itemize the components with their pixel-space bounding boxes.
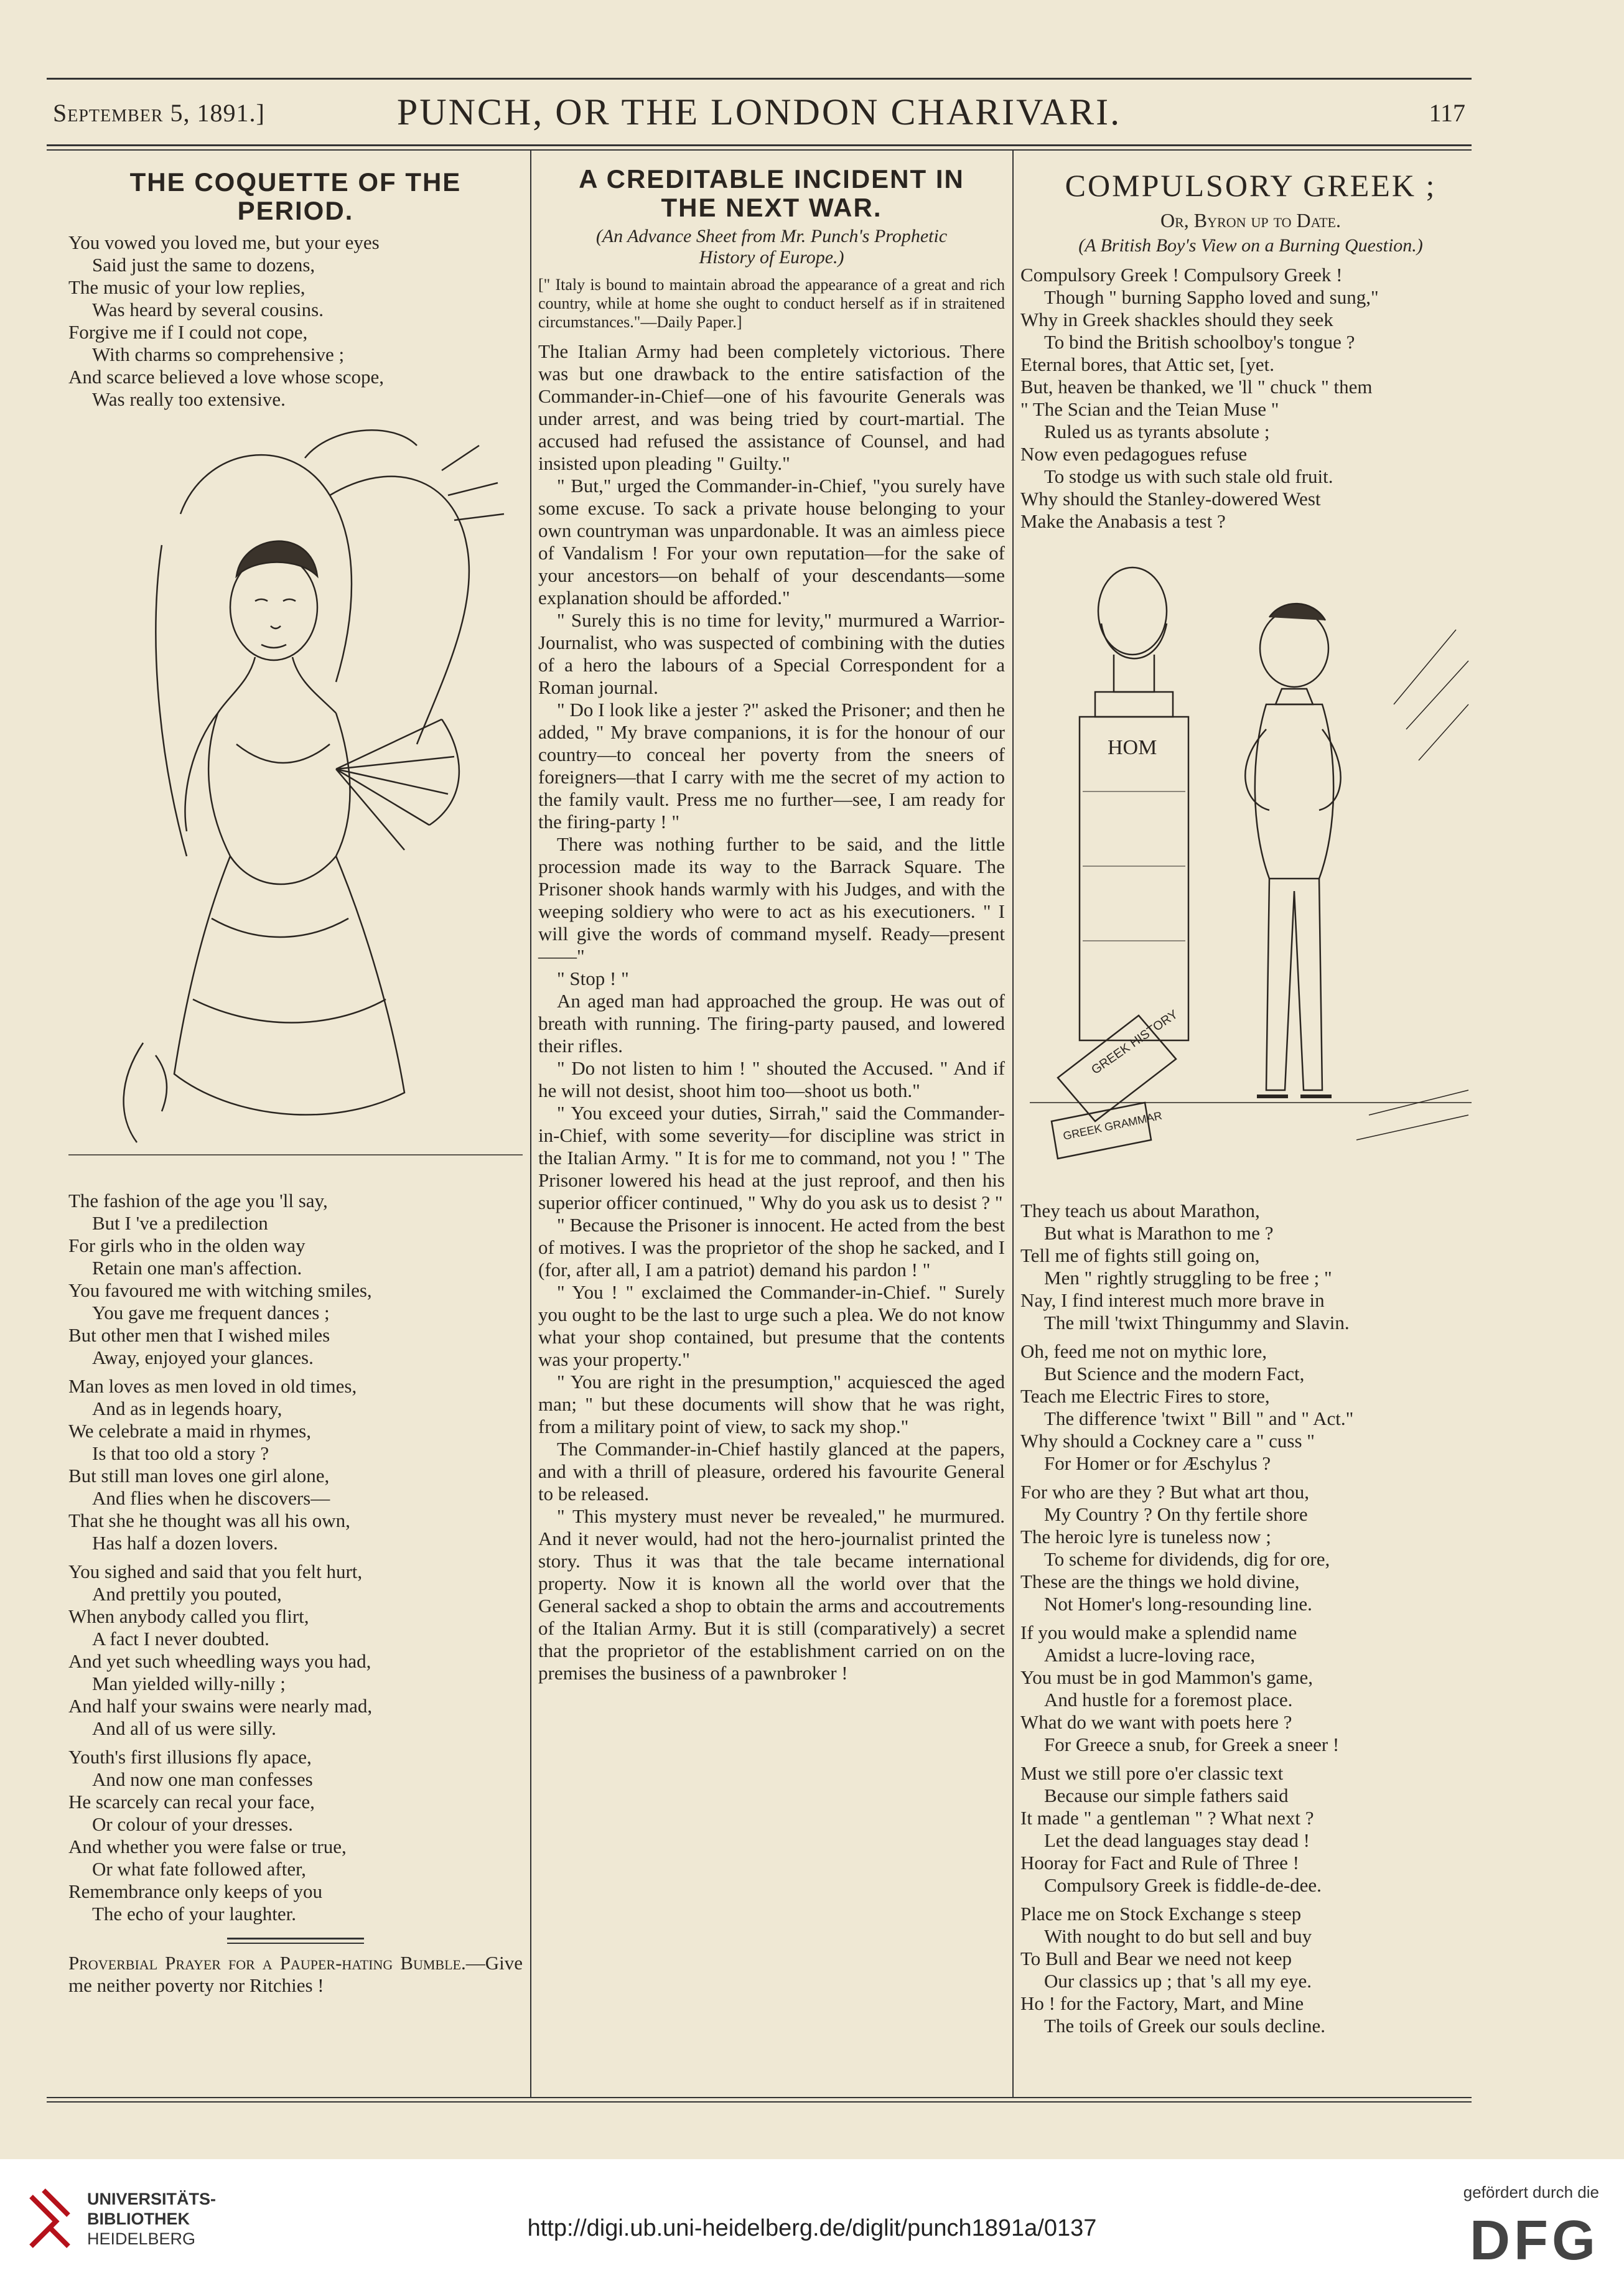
poem-line: You vowed you loved me, but your eyes (68, 231, 380, 253)
article-paragraph: " Stop ! " (557, 968, 629, 989)
library-line3: HEIDELBERG (87, 2229, 196, 2248)
poem-line: And as in legends hoary, (92, 1398, 282, 1419)
article-paragraph: " You exceed your duties, Sirrah," said the Commander-in-Chief, with some severity—for discipline was strict in the Italian Army. " It is for me to command, not you ! " The Prisoner lowered his head at the just reproof, and then his superior officer continued, " Why do you ask us to desist ? " (538, 1102, 1005, 1213)
poem-line: They teach us about Marathon, (1020, 1200, 1260, 1221)
poem-stanza (68, 1190, 523, 1369)
poem-line: Retain one man's affection. (92, 1257, 302, 1279)
poem-line: Was heard by several cousins. (92, 299, 324, 320)
poem-line: But, heaven be thanked, we 'll " chuck " them (1020, 376, 1373, 398)
poem-line: And all of us were silly. (92, 1717, 276, 1739)
poem-line: The fashion of the age you 'll say, (68, 1190, 328, 1211)
poem-line: Not Homer's long-resounding line. (1044, 1593, 1312, 1615)
poem-line: Men " rightly struggling to be free ; " (1044, 1267, 1332, 1289)
poem-line: A fact I never doubted. (92, 1628, 269, 1650)
poem-line: To bind the British schoolboy's tongue ? (1044, 331, 1355, 353)
poem-line: Compulsory Greek is fiddle-de-dee. (1044, 1874, 1322, 1896)
poem-line: That she he thought was all his own, (68, 1510, 350, 1531)
poem-line: Eternal bores, that Attic set, [yet. (1020, 353, 1275, 375)
prayer-text: —Give me neither poverty nor Ritchies ! (68, 1952, 523, 1996)
poem-line: But other men that I wished miles (68, 1324, 330, 1346)
poem-line: Or colour of your dresses. (92, 1813, 293, 1835)
poem-line: And hustle for a foremost place. (1044, 1689, 1293, 1711)
poem-line: And prettily you pouted, (92, 1583, 282, 1605)
greek-history-book-label: GREEK HISTORY (1089, 1007, 1181, 1078)
article-paragraph: " Do not listen to him ! " shouted the Accused. " And if he will not desist, shoot him too—shoot us both." (538, 1057, 1005, 1101)
poem-line: Remembrance only keeps of you (68, 1880, 323, 1902)
article-paragraph: An aged man had approached the group. He was out of breath with running. The firing-party paused, and lowered their rifles. (538, 990, 1005, 1057)
article-paragraph: There was nothing further to be said, and the little procession made its way to the Barrack Square. The Prisoner shook hands warmly with his Judges, and with the weeping soldiery who were to act as his executioners. " I will give the words of command myself. Ready—present——" (538, 833, 1005, 967)
bottom-rule (47, 2097, 1472, 2098)
poem-subtitle-greek: Or, Byron up to Date. (1160, 209, 1341, 231)
poem-line: But still man loves one girl alone, (68, 1465, 330, 1487)
article-body (538, 340, 1005, 1684)
poem-subsubtitle-greek: (A British Boy's View on a Burning Question.) (1078, 235, 1423, 256)
article-paragraph: " You ! " exclaimed the Commander-in-Chief. " Surely you ought to be the last to urge such a plea. We do not know what your shop contained, but presume that the contents was your property." (538, 1281, 1005, 1370)
poem-stanza (68, 1561, 523, 1740)
article-title-line2: THE NEXT WAR. (661, 193, 882, 222)
column-creditable-incident (538, 165, 1005, 1684)
greek-drawing (1020, 543, 1481, 1190)
poem-line: Said just the same to dozens, (92, 254, 315, 276)
poem-line: When anybody called you flirt, (68, 1605, 309, 1627)
column-divider-1 (530, 149, 531, 2097)
poem-line: Must we still pore o'er classic text (1020, 1762, 1284, 1784)
poem-line: Away, enjoyed your glances. (92, 1347, 314, 1368)
article-paragraph: " Do I look like a jester ?" asked the Prisoner; and then he added, " My brave companions, it is for the honour of our country—to conceal her poverty from the sneers of foreigners—that I carry with me the secret of my action to the family vault. Press me no further—see, I am ready for the firing-party ! " (538, 699, 1005, 833)
poem-line: It made " a gentleman " ? What next ? (1020, 1807, 1314, 1829)
greek-illustration (1020, 543, 1481, 1190)
article-paragraph: " Surely this is no time for levity," murmured a Warrior-Journalist, who was suspected of combining with the duties of a hero the labours of a Special Correspondent for a Roman journal. (538, 609, 1005, 698)
poem-continuation (68, 1190, 523, 1925)
poem-line: We celebrate a maid in rhymes, (68, 1420, 311, 1442)
masthead-rule (47, 144, 1472, 146)
poem-line: The music of your low replies, (68, 276, 306, 298)
poem-line: To stodge us with such stale old fruit. (1044, 465, 1333, 487)
article-paragraph: " This mystery must never be revealed," he murmured. And it never would, had not the hero-journalist printed the story. Thus it was that the tale became international property. Now it is known all the world over that the General sacked a shop to obtain the arms and accoutrements of the Italian Army. But it is still (comparatively) a secret that the proprietor of the establishment carried on on the premises the business of a pawnbroker ! (538, 1505, 1005, 1684)
poem-line: He scarcely can recal your face, (68, 1791, 315, 1813)
poem-line: The echo of your laughter. (92, 1903, 296, 1925)
article-paragraph: " Because the Prisoner is innocent. He acted from the best of motives. I was the proprietor of the shop he sacked, and I (for, after all, I am a patriot) demand his pardon ! " (538, 1214, 1005, 1281)
poem-line: Amidst a lucre-loving race, (1044, 1644, 1256, 1666)
poem-line: Hooray for Fact and Rule of Three ! (1020, 1852, 1299, 1874)
poem-line: The toils of Greek our souls decline. (1044, 2015, 1325, 2037)
column-coquette (68, 168, 523, 1997)
poem-stanza (1020, 1200, 1481, 1334)
poem-line: Tell me of fights still going on, (1020, 1244, 1260, 1266)
poem-line: " The Scian and the Teian Muse " (1020, 398, 1279, 420)
poem-line: Ruled us as tyrants absolute ; (1044, 421, 1270, 442)
poem-line: Though " burning Sappho loved and sung," (1044, 286, 1379, 308)
library-line1: UNIVERSITÄTS- (87, 2190, 217, 2208)
poem-line: You favoured me with witching smiles, (68, 1279, 372, 1301)
poem-line: Forgive me if I could not cope, (68, 321, 308, 343)
poem-line: Compulsory Greek ! Compulsory Greek ! (1020, 264, 1343, 286)
poem-line: Let the dead languages stay dead ! (1044, 1829, 1310, 1851)
poem-line: If you would make a splendid name (1020, 1622, 1297, 1643)
poem-title-greek: COMPULSORY GREEK ; (1065, 168, 1437, 203)
poem-line: Man yielded willy-nilly ; (92, 1673, 286, 1694)
poem-stanza (1020, 1622, 1481, 1756)
poem-line: Our classics up ; that 's all my eye. (1044, 1970, 1312, 1992)
article-epigraph: [" Italy is bound to maintain abroad the appearance of a great and rich country, while at home she ought to conduct herself as if in straitened circumstances."—Daily Paper.] (538, 276, 1005, 331)
masthead (47, 87, 1472, 146)
article-paragraph: The Italian Army had been completely victorious. There was but one drawback to the entire satisfaction of the Commander-in-Chief—one of his favourite Generals was under arrest, and was being tried by court-martial. The accused had refused the assistance of Counsel, and had insisted upon pleading " Guilty." (538, 340, 1005, 474)
poem-line: The mill 'twixt Thingummy and Slavin. (1044, 1312, 1350, 1333)
article-paragraph: The Commander-in-Chief hastily glanced at the papers, and with a thrill of pleasure, ordered his favourite General to be released. (538, 1438, 1005, 1505)
poem-line: For girls who in the olden way (68, 1235, 306, 1256)
funding-note: gefördert durch die (1463, 2183, 1599, 2201)
coquette-drawing (68, 421, 523, 1180)
poem-line: To scheme for dividends, dig for ore, (1044, 1548, 1330, 1570)
digitization-footer (0, 2159, 1624, 2278)
bust-pedestal-label: HOM (1108, 736, 1157, 759)
top-border (47, 78, 1472, 80)
poem-line: With charms so comprehensive ; (92, 343, 345, 365)
poem-line: But what is Marathon to me ? (1044, 1222, 1274, 1244)
coquette-illustration (68, 421, 523, 1180)
poem-line: Has half a dozen lovers. (92, 1532, 278, 1554)
poem-stanza (68, 1746, 523, 1925)
poem-line: With nought to do but sell and buy (1044, 1925, 1312, 1947)
greek-grammar-book-label: GREEK GRAMMAR (1062, 1109, 1164, 1142)
article-title-line1: A CREDITABLE INCIDENT IN (579, 164, 964, 194)
poem-line: My Country ? On thy fertile shore (1044, 1503, 1308, 1525)
poem-line: But Science and the modern Fact, (1044, 1363, 1305, 1384)
poem-line: You gave me frequent dances ; (92, 1302, 330, 1323)
poem-line: Now even pedagogues refuse (1020, 443, 1248, 465)
article-subtitle-line1: (An Advance Sheet from Mr. Punch's Prophetic (595, 226, 948, 246)
poem-line: For Homer or for Æschylus ? (1044, 1452, 1271, 1474)
poem-continuation (1020, 1200, 1481, 2037)
poem-stanza (1020, 1903, 1481, 2037)
column-divider-2 (1012, 149, 1014, 2097)
poem-line: Nay, I find interest much more brave in (1020, 1289, 1325, 1311)
poem-line: And half your swains were nearly mad, (68, 1695, 373, 1717)
poem-line: Make the Anabasis a test ? (1020, 510, 1226, 532)
poem-title-coquette: THE COQUETTE OF THE PERIOD. (129, 167, 462, 225)
proverbial-prayer (68, 1952, 523, 1997)
poem-line: These are the things we hold divine, (1020, 1571, 1300, 1592)
poem-line: Youth's first illusions fly apace, (68, 1746, 312, 1768)
poem-line: Or what fate followed after, (92, 1858, 306, 1880)
poem-line: Why in Greek shackles should they seek (1020, 309, 1333, 330)
poem-stanza (68, 1375, 523, 1554)
poem-line: Because our simple fathers said (1044, 1785, 1289, 1806)
poem-line: For who are they ? But what art thou, (1020, 1481, 1310, 1503)
poem-line: But I 've a predilection (92, 1212, 268, 1234)
poem-line: Ho ! for the Factory, Mart, and Mine (1020, 1992, 1304, 2014)
article-paragraph: " You are right in the presumption," acquiesced the aged man; " but these documents will show that he was right, from a military point of view, to sack my shop." (538, 1371, 1005, 1437)
issue-date: September 5, 1891.] (53, 99, 265, 127)
permalink-url[interactable]: http://digi.ub.uni-heidelberg.de/diglit/punch1891a/0137 (527, 2215, 1097, 2241)
poem-stanza (1020, 264, 1481, 533)
library-line2: BIBLIOTHEK (87, 2210, 190, 2228)
poem-line: Why should a Cockney care a " cuss " (1020, 1430, 1315, 1452)
article-paragraph: " But," urged the Commander-in-Chief, "you surely have some excuse. To sack a private house belonging to your own countryman was unpardonable. It was an aimless piece of Vandalism ! For your own reputation—for the sake of your ancestors—on behalf of your descendants—some explanation should be afforded." (538, 475, 1005, 609)
poem-stanza (68, 231, 523, 411)
prayer-heading: Proverbial Prayer for a Pauper-hating Bumble. (68, 1952, 466, 1974)
poem-line: The difference 'twixt " Bill " and " Act." (1044, 1407, 1354, 1429)
article-subtitle-line2: History of Europe.) (699, 247, 844, 268)
poem-line: Place me on Stock Exchange s steep (1020, 1903, 1302, 1925)
poem-line: And flies when he discovers— (92, 1487, 330, 1509)
poem-stanza (1020, 1481, 1481, 1615)
poem-line: Teach me Electric Fires to store, (1020, 1385, 1270, 1407)
poem-line: You must be in god Mammon's game, (1020, 1666, 1314, 1688)
poem-line: And whether you were false or true, (68, 1836, 347, 1857)
poem-line: And scarce believed a love whose scope, (68, 366, 384, 388)
poem-line: To Bull and Bear we need not keep (1020, 1948, 1292, 1969)
poem-line: Man loves as men loved in old times, (68, 1375, 357, 1397)
publication-title: PUNCH, OR THE LONDON CHARIVARI. (396, 91, 1122, 133)
poem-line: Why should the Stanley-dowered West (1020, 488, 1321, 510)
poem-line: And yet such wheedling ways you had, (68, 1650, 371, 1672)
poem-stanza (1020, 1340, 1481, 1475)
poem-line: Oh, feed me not on mythic lore, (1020, 1340, 1267, 1362)
dfg-logo: DFG (1470, 2210, 1599, 2272)
column-compulsory-greek (1020, 168, 1481, 2043)
poem-line: And now one man confesses (92, 1768, 313, 1790)
poem-line: What do we want with poets here ? (1020, 1711, 1292, 1733)
poem-line: For Greece a snub, for Greek a sneer ! (1044, 1734, 1340, 1755)
section-rule (227, 1938, 364, 1940)
poem-line: The heroic lyre is tuneless now ; (1020, 1526, 1271, 1547)
poem-line: Is that too old a story ? (92, 1442, 269, 1464)
poem-line: You sighed and said that you felt hurt, (68, 1561, 363, 1582)
poem-line: Was really too extensive. (92, 388, 286, 410)
poem-stanza (1020, 1762, 1481, 1897)
page-number: 117 (1429, 99, 1465, 127)
